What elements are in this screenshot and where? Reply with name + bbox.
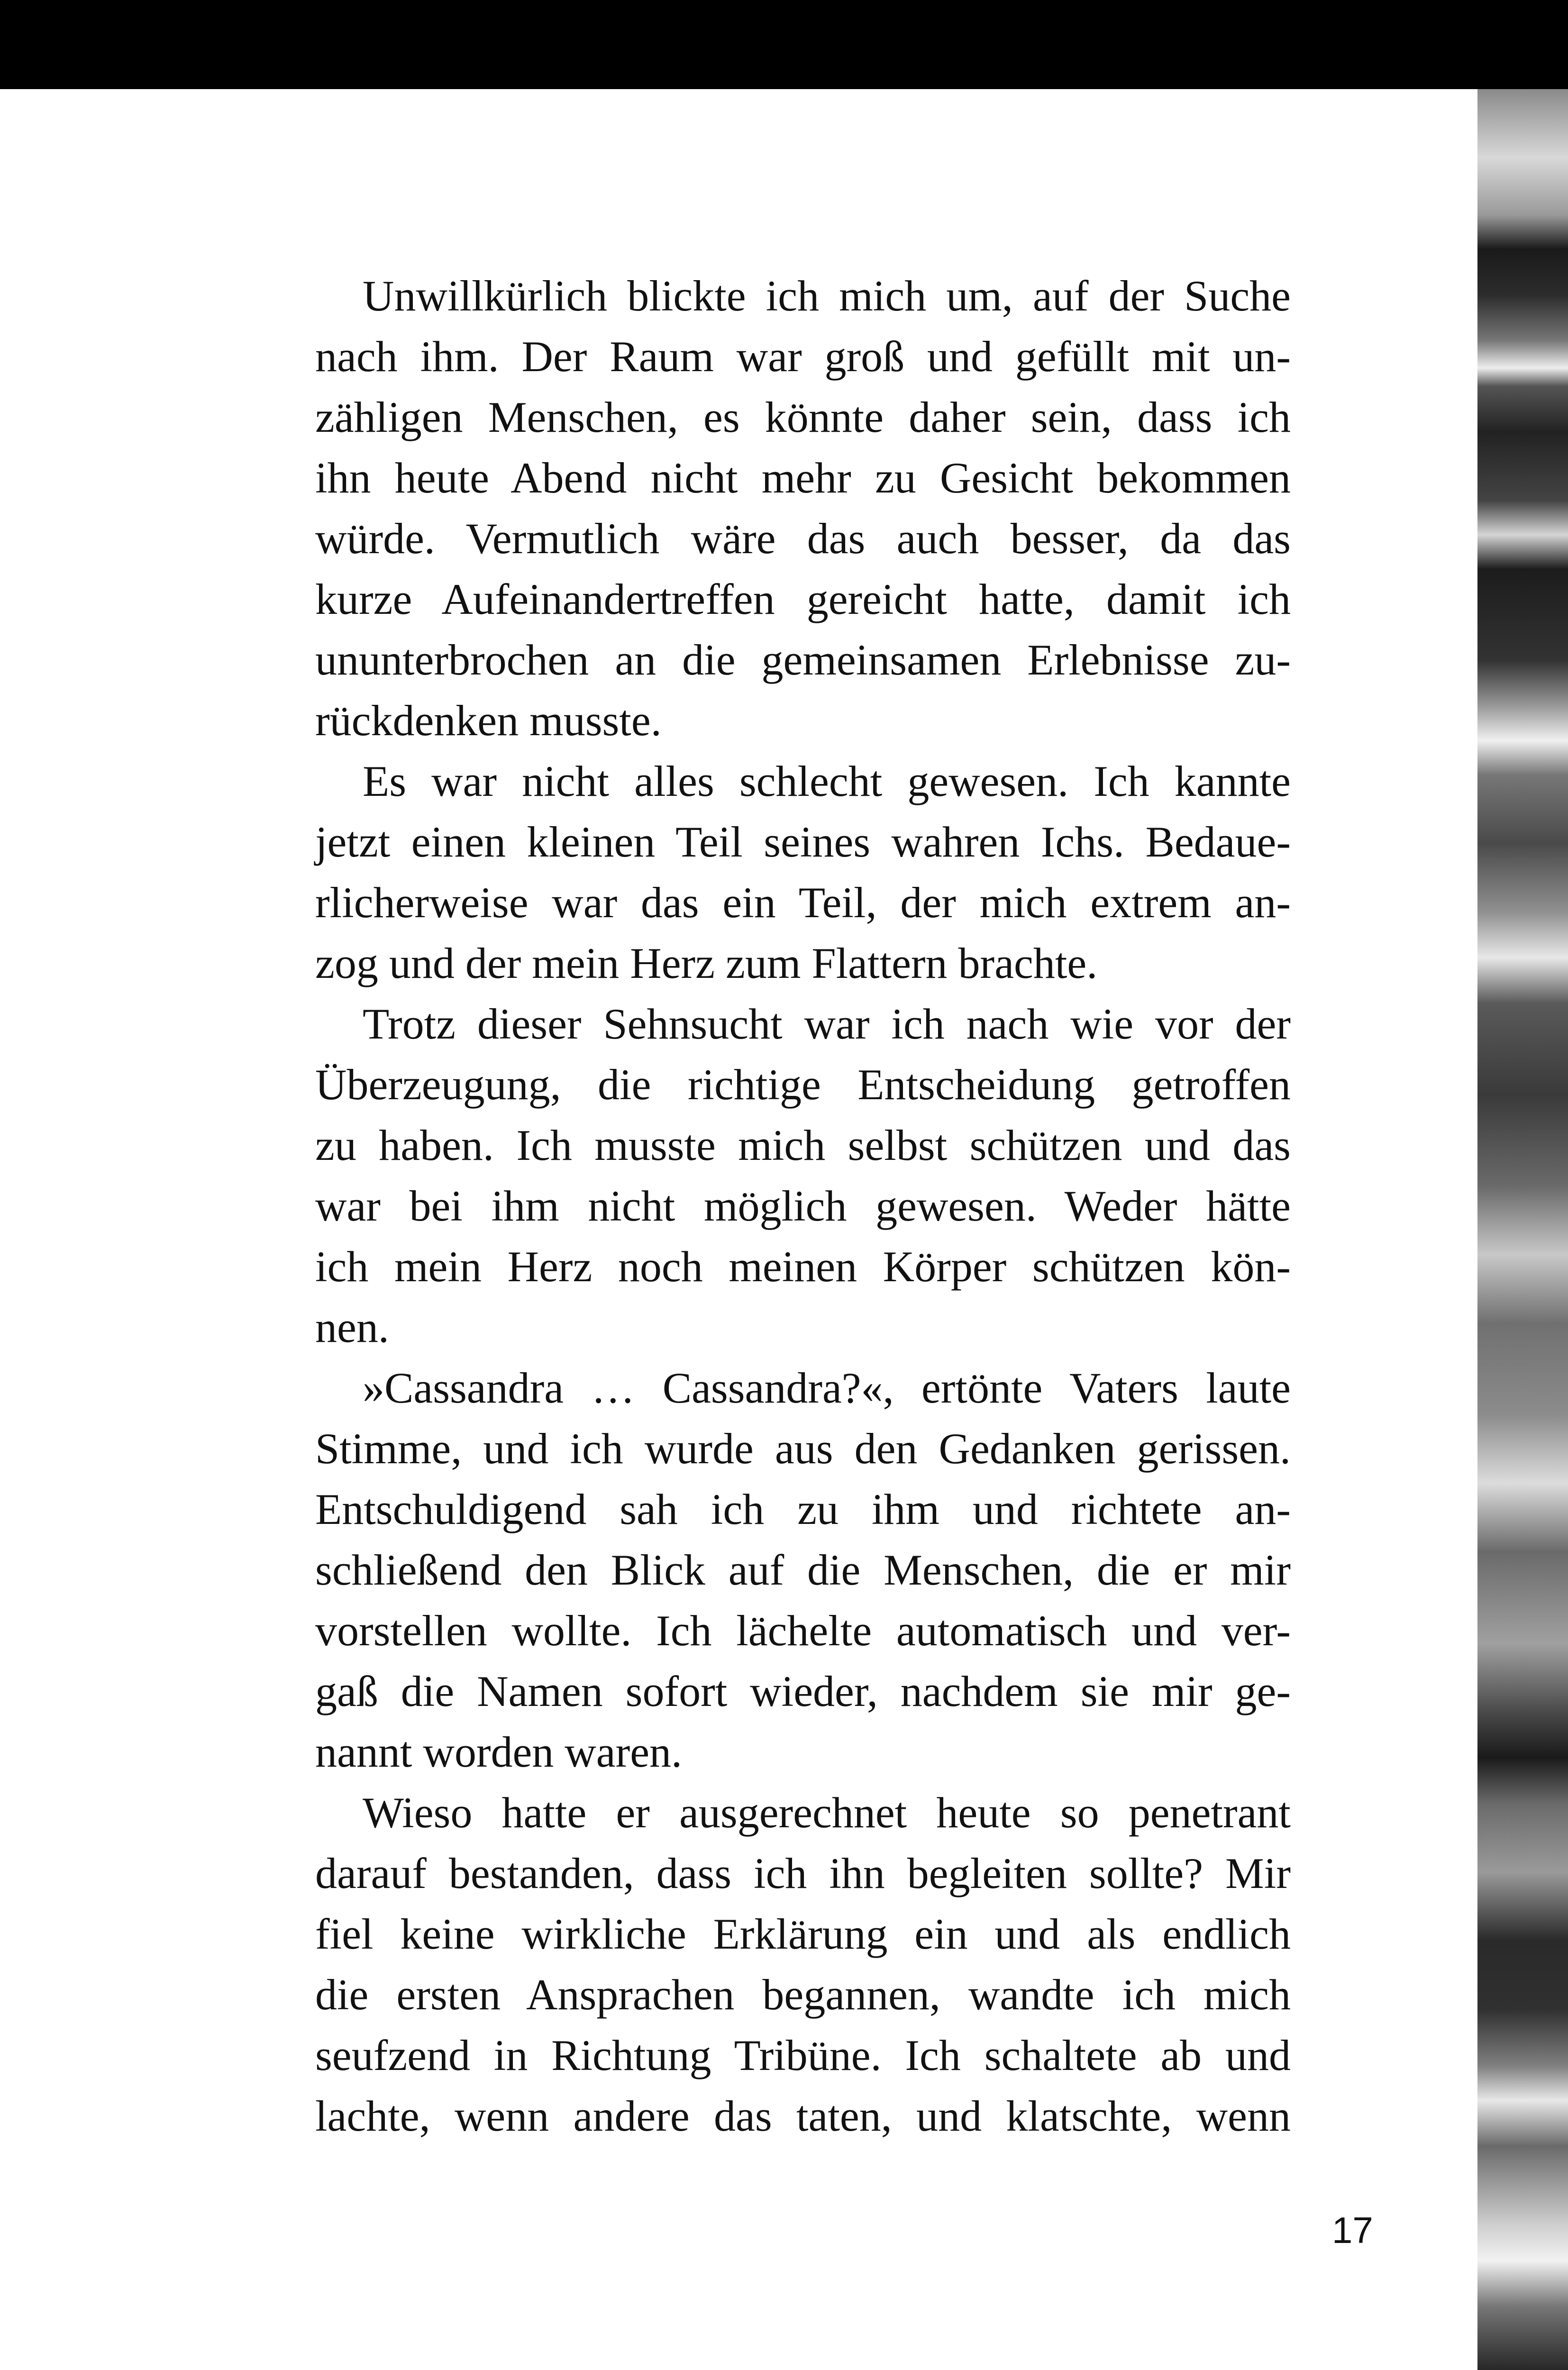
text-line: war bei ihm nicht möglich gewesen. Weder hätte: [315, 1182, 1291, 1230]
text-line: zog und der mein Herz zum Flattern brachte.: [315, 939, 1098, 987]
text-line: »Cassandra … Cassandra?«, ertönte Vaters laute: [363, 1364, 1291, 1412]
text-line: Trotz dieser Sehnsucht war ich nach wie vor der: [363, 1000, 1291, 1048]
body-text: [315, 265, 1291, 2146]
text-line: fiel keine wirkliche Erklärung ein und als endlich: [315, 1910, 1291, 1958]
text-line: ich mein Herz noch meinen Körper schützen kön-: [315, 1242, 1291, 1291]
page-edge-strip: [1477, 89, 1568, 2370]
text-line: vorstellen wollte. Ich lächelte automatisch und ver-: [315, 1606, 1291, 1655]
text-line: zu haben. Ich musste mich selbst schützen und das: [315, 1121, 1291, 1169]
text-line: Unwillkürlich blickte ich mich um, auf der Suche: [363, 272, 1291, 320]
text-line: Stimme, und ich wurde aus den Gedanken gerissen.: [315, 1424, 1291, 1473]
text-line: rückdenken musste.: [315, 696, 662, 745]
paragraph: [315, 751, 1291, 994]
text-line: Es war nicht alles schlecht gewesen. Ich kannte: [363, 757, 1291, 805]
text-line: kurze Aufeinandertreffen gereicht hatte, damit ich: [315, 575, 1291, 623]
text-line: gaß die Namen sofort wieder, nachdem sie mir ge-: [315, 1667, 1291, 1715]
text-line: seufzend in Richtung Tribüne. Ich schaltete ab und: [315, 2031, 1291, 2079]
text-line: die ersten Ansprachen begannen, wandte ich mich: [315, 1970, 1291, 2019]
text-line: nannt worden waren.: [315, 1728, 683, 1776]
paragraph: [315, 994, 1291, 1358]
text-line: lachte, wenn andere das taten, und klatschte, wenn: [315, 2092, 1291, 2140]
text-line: Wieso hatte er ausgerechnet heute so penetrant: [363, 1788, 1291, 1837]
text-line: nen.: [315, 1303, 389, 1351]
text-line: würde. Vermutlich wäre das auch besser, da das: [315, 514, 1291, 563]
text-line: nach ihm. Der Raum war groß und gefüllt mit un-: [315, 332, 1291, 381]
text-line: jetzt einen kleinen Teil seines wahren Ichs. Bedaue-: [315, 818, 1291, 866]
text-line: schließend den Blick auf die Menschen, die er mir: [315, 1546, 1291, 1594]
text-line: darauf bestanden, dass ich ihn begleiten sollte? Mir: [315, 1849, 1291, 1897]
paragraph: [315, 265, 1291, 751]
text-line: Entschuldigend sah ich zu ihm und richtete an-: [315, 1485, 1291, 1533]
text-line: rlicherweise war das ein Teil, der mich extrem an-: [315, 878, 1291, 927]
paragraph: [315, 1782, 1291, 2146]
page-number: 17: [1332, 2209, 1373, 2251]
text-line: zähligen Menschen, es könnte daher sein, dass ich: [315, 393, 1291, 441]
paragraph: [315, 1358, 1291, 1782]
text-line: ununterbrochen an die gemeinsamen Erlebnisse zu-: [315, 636, 1291, 684]
text-line: ihn heute Abend nicht mehr zu Gesicht bekommen: [315, 454, 1291, 502]
text-line: Überzeugung, die richtige Entscheidung getroffen: [315, 1060, 1291, 1109]
